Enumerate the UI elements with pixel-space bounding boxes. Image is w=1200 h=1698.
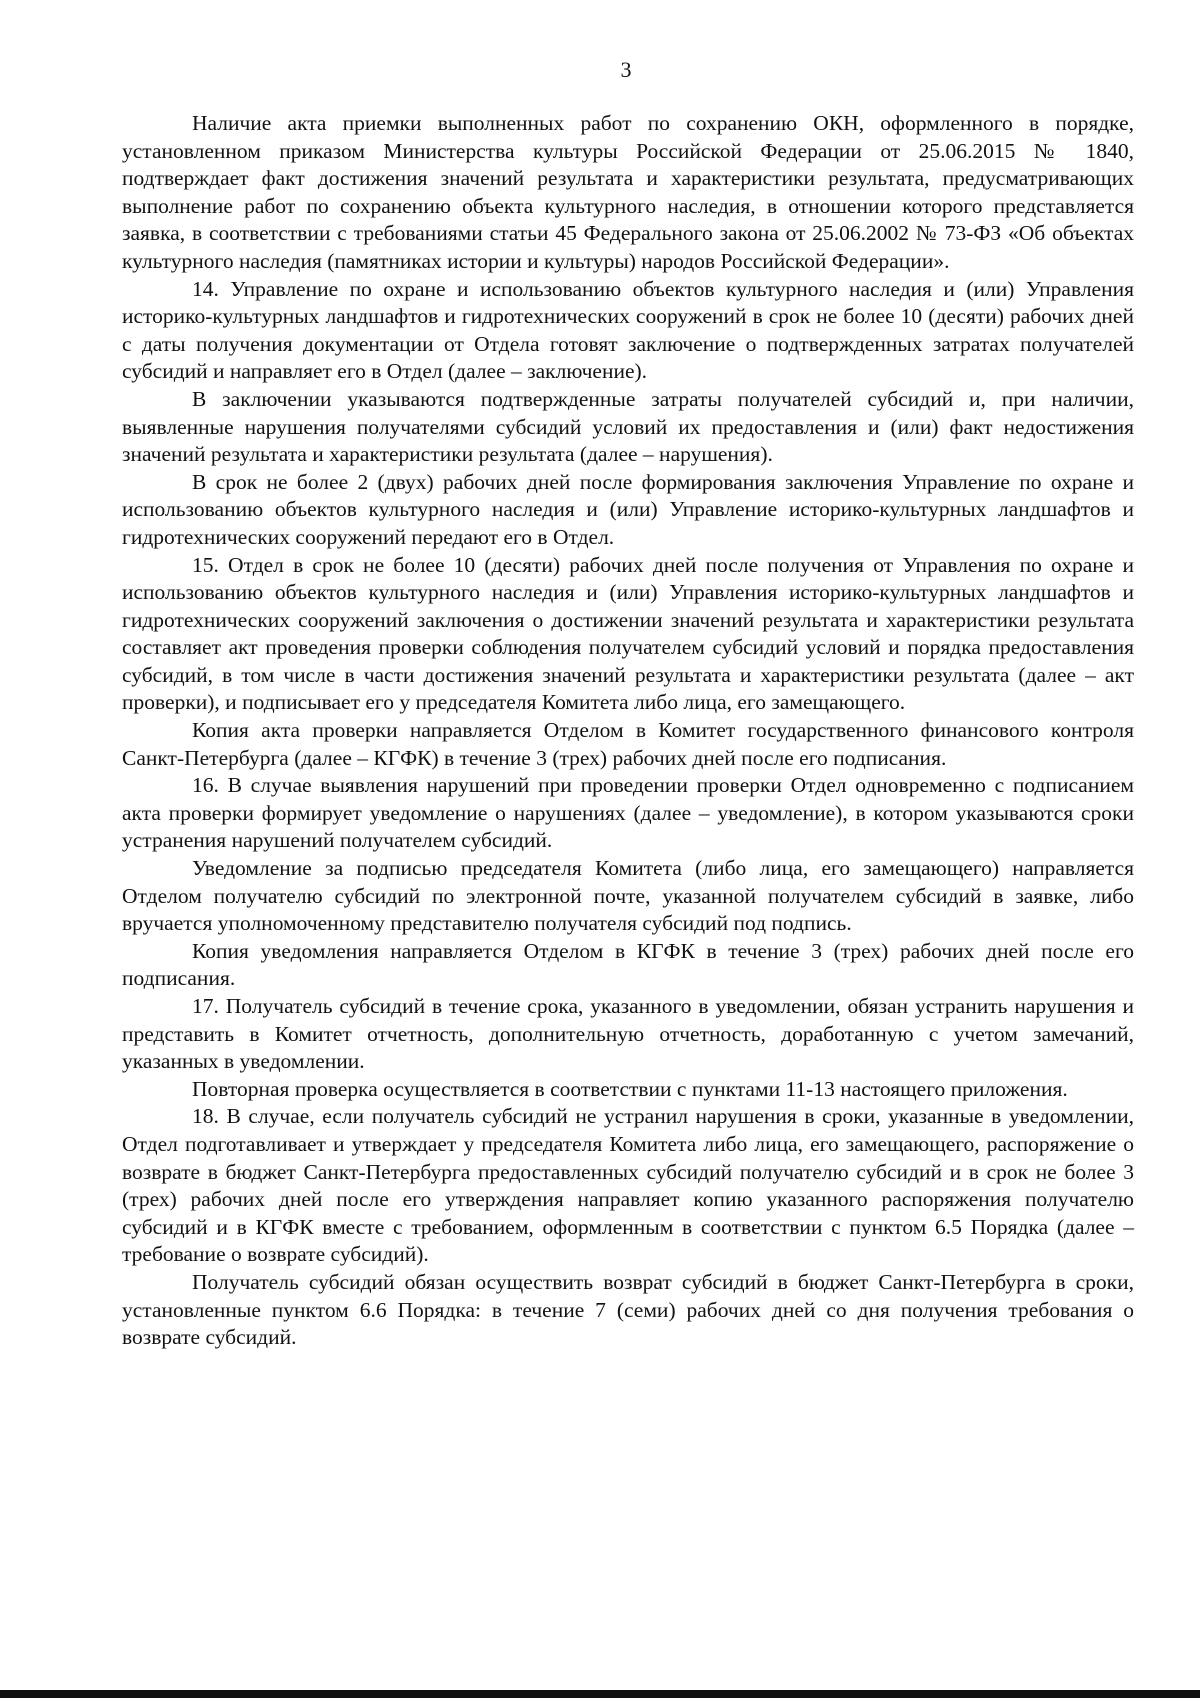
scan-edge-bar bbox=[0, 1690, 1200, 1698]
page-number: 3 bbox=[620, 57, 632, 82]
document-body bbox=[122, 110, 1134, 1352]
paragraph: Повторная проверка осуществляется в соответствии с пунктами 11-13 настоящего приложения. bbox=[192, 1076, 1068, 1101]
paragraph: В срок не более 2 (двух) рабочих дней после формирования заключения Управление по охране и использованию объектов культурного наследия и (или) Управление историко-культурных ландшафтов и гидротехнических сооружений передают его в Отдел. bbox=[122, 469, 1134, 549]
paragraph: 14. Управление по охране и использованию объектов культурного наследия и (или) Управления историко-культурных ландшафтов и гидротехнических сооружений в срок не более 10 (десяти) рабочих дней с даты получения документации от Отдела готовят заключение о подтвержденных затратах получателей субсидий и направляет его в Отдел (далее – заключение). bbox=[122, 276, 1134, 384]
paragraph: Копия уведомления направляется Отделом в КГФК в течение 3 (трех) рабочих дней после его подписания. bbox=[122, 938, 1134, 991]
paragraph: Получатель субсидий обязан осуществить возврат субсидий в бюджет Санкт-Петербурга в сроки, установленные пунктом 6.6 Порядка: в течение 7 (семи) рабочих дней со дня получения требования о возврате субсидий. bbox=[122, 1269, 1134, 1350]
paragraph: 17. Получатель субсидий в течение срока, указанного в уведомлении, обязан устранить нарушения и представить в Комитет отчетность, дополнительную отчетность, доработанную с учетом замечаний, указанных в уведомлении. bbox=[122, 994, 1134, 1074]
paragraph: Наличие акта приемки выполненных работ по сохранению ОКН, оформленного в порядке, установленном приказом Министерства культуры Российской Федерации от 25.06.2015 № 1840, подтверждает факт достижения значений результата и характеристики результата, предусматривающих выполнение работ по сохранению объекта культурного наследия, в отношении которого представляется заявка, в соответствии с требованиями статьи 45 Федерального закона от 25.06.2002 № 73-ФЗ «Об объектах культурного наследия (памятниках истории и культуры) народов Российской Федерации». bbox=[122, 111, 1134, 273]
paragraph: 16. В случае выявления нарушений при проведении проверки Отдел одновременно с подписанием акта проверки формирует уведомление о нарушениях (далее – уведомление), в котором указываются сроки устранения нарушений получателем субсидий. bbox=[122, 773, 1134, 853]
paragraph: 15. Отдел в срок не более 10 (десяти) рабочих дней после получения от Управления по охране и использованию объектов культурного наследия и (или) Управления историко-культурных ландшафтов и гидротехнических сооружений заключения о достижении значений результата и характеристики результата составляет акт проведения проверки соблюдения получателем субсидий условий и порядка предоставления субсидий, в том числе в части достижения значений результата и характеристики результата (далее – акт проверки), и подписывает его у председателя Комитета либо лица, его замещающего. bbox=[122, 552, 1134, 715]
paragraph: Копия акта проверки направляется Отделом в Комитет государственного финансового контроля Санкт-Петербурга (далее – КГФК) в течение 3 (трех) рабочих дней после его подписания. bbox=[122, 718, 1134, 770]
paragraph: В заключении указываются подтвержденные затраты получателей субсидий и, при наличии, выявленные нарушения получателями субсидий условий их предоставления и (или) факт недостижения значений результата и характеристики результата (далее – нарушения). bbox=[122, 386, 1134, 467]
paragraph: 18. В случае, если получатель субсидий не устранил нарушения в сроки, указанные в уведомлении, Отдел подготавливает и утверждает у председателя Комитета либо лица, его замещающего, распоряжение о возврате в бюджет Санкт-Петербурга предоставленных субсидий получателю субсидий и в срок не более 3 (трех) рабочих дней после его утверждения направляет копию указанного распоряжения получателю субсидий и в КГФК вместе с требованием, оформленным в соответствии с пунктом 6.5 Порядка (далее – требование о возврате субсидий). bbox=[122, 1104, 1134, 1267]
paragraph: Уведомление за подписью председателя Комитета (либо лица, его замещающего) направляется Отделом получателю субсидий по электронной почте, указанной получателем субсидий в заявке, либо вручается уполномоченному представителю получателя субсидий под подпись. bbox=[122, 856, 1134, 936]
